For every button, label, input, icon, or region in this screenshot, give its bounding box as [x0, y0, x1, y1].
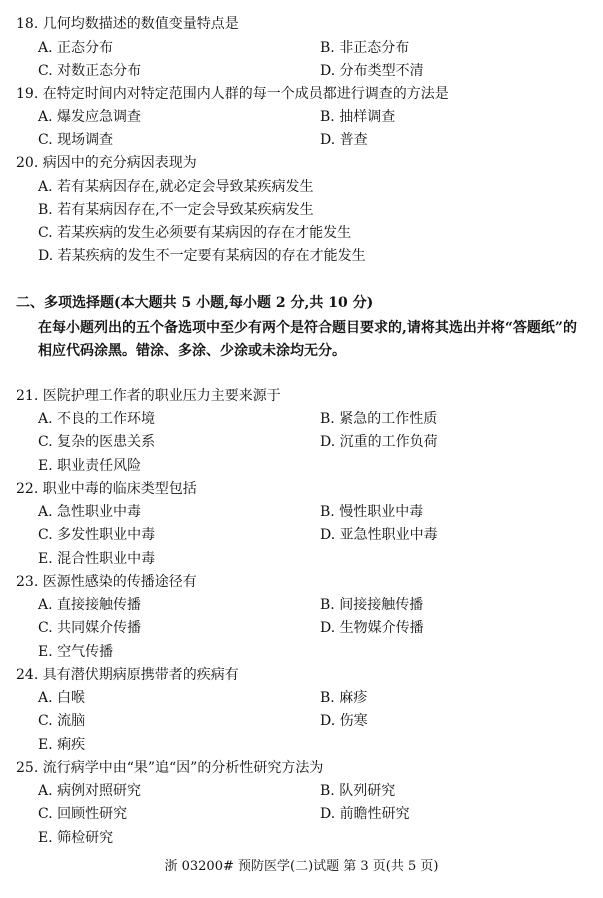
section-2-title: 二、多项选择题(本大题共 5 小题,每小题 2 分,共 10 分): [16, 295, 374, 311]
q20-option-b: B. 若有某病因存在,不一定会导致某疾病发生: [38, 202, 314, 218]
q20-option-c: C. 若某疾病的发生必须要有某病因的存在才能发生: [38, 225, 352, 241]
q25-option-e: E. 筛检研究: [38, 830, 114, 846]
section-2-instruction: 在每小题列出的五个备选项中至少有两个是符合题目要求的,请将其选出并将“答题纸”的相应代码涂黑。错涂、多涂、少涂或未涂均无分。: [38, 320, 577, 359]
q18-option-c: C. 对数正态分布: [38, 63, 142, 79]
q22-option-d: D. 亚急性职业中毒: [320, 527, 438, 543]
q21-option-b: B. 紧急的工作性质: [320, 411, 438, 427]
question-23-stem: 23. 医源性感染的传播途径有: [16, 574, 197, 590]
q21-option-a: A. 不良的工作环境: [38, 411, 156, 427]
q25-option-c: C. 回顾性研究: [38, 806, 128, 822]
q22-option-b: B. 慢性职业中毒: [320, 504, 424, 520]
q23-option-d: D. 生物媒介传播: [320, 620, 424, 636]
q21-option-d: D. 沉重的工作负荷: [320, 434, 438, 450]
q24-option-a: A. 白喉: [38, 690, 86, 706]
q25-option-a: A. 病例对照研究: [38, 783, 142, 799]
q25-option-d: D. 前瞻性研究: [320, 806, 410, 822]
q23-option-e: E. 空气传播: [38, 644, 114, 660]
q20-option-a: A. 若有某病因存在,就必定会导致某疾病发生: [38, 179, 314, 195]
q21-option-c: C. 复杂的医患关系: [38, 434, 156, 450]
q19-option-d: D. 普查: [320, 132, 368, 148]
q22-option-e: E. 混合性职业中毒: [38, 551, 156, 567]
q18-option-b: B. 非正态分布: [320, 40, 410, 56]
question-25-stem: 25. 流行病学中由“果”追“因”的分析性研究方法为: [16, 760, 324, 776]
q24-option-e: E. 痢疾: [38, 737, 86, 753]
q21-option-e: E. 职业责任风险: [38, 458, 142, 474]
q25-option-b: B. 队列研究: [320, 783, 396, 799]
q24-option-b: B. 麻疹: [320, 690, 368, 706]
q23-option-b: B. 间接接触传播: [320, 597, 424, 613]
q22-option-c: C. 多发性职业中毒: [38, 527, 156, 543]
q23-option-c: C. 共同媒介传播: [38, 620, 142, 636]
q18-option-a: A. 正态分布: [38, 40, 114, 56]
q19-option-b: B. 抽样调查: [320, 109, 396, 125]
q19-option-c: C. 现场调查: [38, 132, 114, 148]
q22-option-a: A. 急性职业中毒: [38, 504, 142, 520]
page-footer: 浙 03200# 预防医学(二)试题 第 3 页(共 5 页): [164, 859, 439, 874]
q24-option-d: D. 伤寒: [320, 713, 368, 729]
q19-option-a: A. 爆发应急调查: [38, 109, 142, 125]
question-18-stem: 18. 几何均数描述的数值变量特点是: [16, 16, 239, 32]
q20-option-d: D. 若某疾病的发生不一定要有某病因的存在才能发生: [38, 248, 366, 264]
q24-option-c: C. 流脑: [38, 713, 86, 729]
question-21-stem: 21. 医院护理工作者的职业压力主要来源于: [16, 388, 281, 404]
question-22-stem: 22. 职业中毒的临床类型包括: [16, 481, 197, 497]
q23-option-a: A. 直接接触传播: [38, 597, 142, 613]
question-24-stem: 24. 具有潜伏期病原携带者的疾病有: [16, 667, 239, 683]
question-19-stem: 19. 在特定时间内对特定范围内人群的每一个成员都进行调查的方法是: [16, 86, 449, 102]
question-20-stem: 20. 病因中的充分病因表现为: [16, 155, 197, 171]
q18-option-d: D. 分布类型不清: [320, 63, 424, 79]
